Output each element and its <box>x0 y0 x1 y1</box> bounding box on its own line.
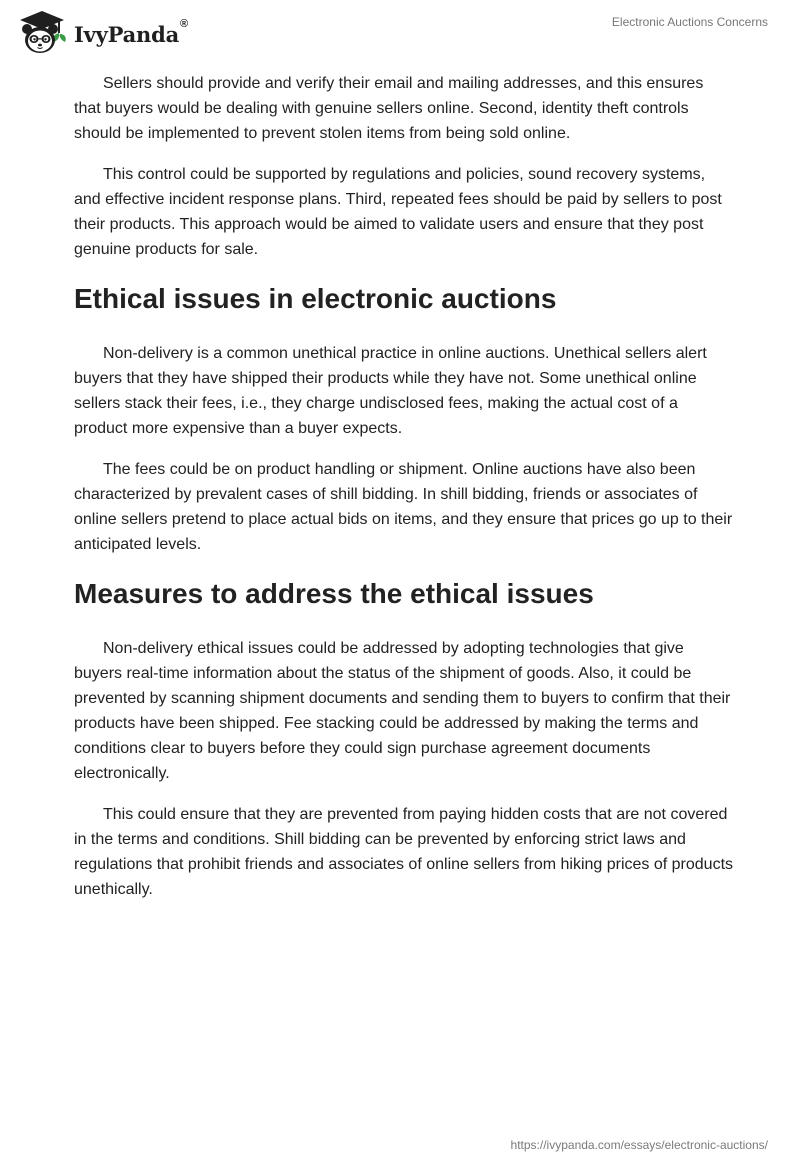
paragraph: This control could be supported by regulations and policies, sound recovery systems, and effective incident response plans. Third, repeated fees should be paid by sellers to post their products. This approach would be aimed to validate users and ensure that they post genuine products for sale. <box>74 166 722 258</box>
section-heading-ethical-issues: Ethical issues in electronic auctions <box>74 283 557 314</box>
document-title: Electronic Auctions Concerns <box>611 15 768 29</box>
paragraph: Non-delivery is a common unethical practice in online auctions. Unethical sellers alert buyers that they have shipped their products while they have not. Some unethical online sellers stack their fees, i.e., they charge undisclosed fees, making the actual cost of a product more expensive than a buyer expects. <box>74 345 707 437</box>
brand-name: IvyPanda <box>74 21 180 47</box>
paragraph: The fees could be on product handling or shipment. Online auctions have also been characterized by prevalent cases of shill bidding. In shill bidding, friends or associates of online sellers pretend to place actual bids on items, and they ensure that prices go up to their anticipated levels. <box>74 461 733 553</box>
ivypanda-logo[interactable] <box>14 9 188 57</box>
paragraph: This could ensure that they are prevented from paying hidden costs that are not covered in the terms and conditions. Shill bidding can be prevented by enforcing strict laws and regulations that prohibit friends and associates of online sellers from hiking prices of products unethically. <box>74 806 734 898</box>
registered-mark: ® <box>180 18 189 30</box>
paragraph: Sellers should provide and verify their email and mailing addresses, and this ensures that buyers would be dealing with genuine sellers online. Second, identity theft controls should be implemented to prevent stolen items from being sold online. <box>74 75 704 142</box>
paragraph: Non-delivery ethical issues could be addressed by adopting technologies that give buyers real-time information about the status of the shipment of goods. Also, it could be prevented by scanning shipment documents and sending them to buyers to confirm that their products have been shipped. Fee stacking could be addressed by making the terms and conditions clear to buyers before they could sign purchase agreement documents electronically. <box>74 640 731 782</box>
source-url-link[interactable]: https://ivypanda.com/essays/electronic-auctions/ <box>510 1138 768 1152</box>
page-header <box>0 0 800 66</box>
essay-content <box>74 71 734 918</box>
panda-graduate-icon <box>14 9 70 57</box>
section-heading-measures: Measures to address the ethical issues <box>74 578 594 609</box>
